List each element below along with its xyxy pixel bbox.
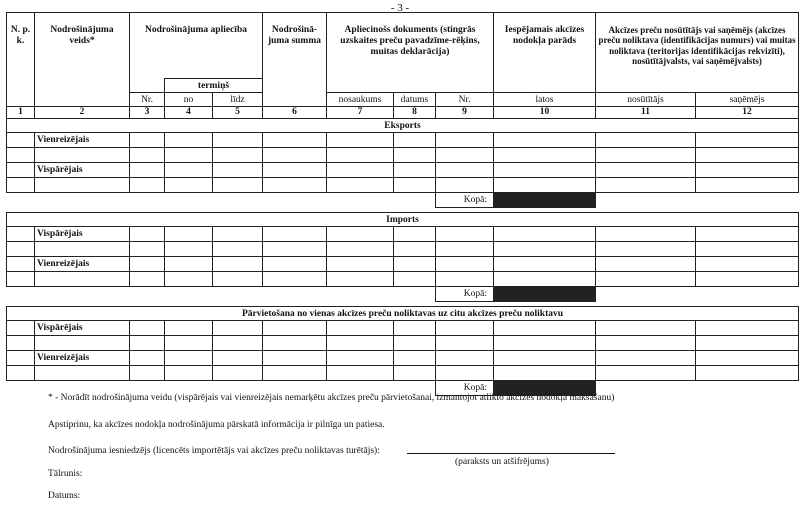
sub-header-doc-nr: Nr. [436,93,494,107]
phone-label: Tālrunis: [48,469,83,479]
total-label: Kopā: [436,193,494,208]
total-cell-shaded [494,193,596,208]
col-number: 6 [263,107,327,119]
row-label: Vienreizējais [35,351,130,366]
col-number: 10 [494,107,596,119]
col-header-debt: Iespējamais akcīzes nodokļa parāds [494,13,596,93]
col-number: 4 [165,107,213,119]
col-number: 3 [130,107,165,119]
section-title-import: Imports [7,213,799,227]
col-header-nr: N. p. k. [7,13,35,107]
col-header-amount: Nodrošinā-juma summa [263,13,327,107]
sub-header-receiver: saņēmējs [696,93,799,107]
col-number: 7 [327,107,394,119]
row-label: Vienreizējais [35,133,130,148]
sub-header-to: līdz [213,93,263,107]
submitter-label: Nodrošinājuma iesniedzējs (licencēts importētājs vai akcīzes preču noliktavas turētājs): [48,446,380,456]
col-header-term: termiņš [165,79,263,93]
signature-caption: (paraksts un atšifrējums) [455,457,549,467]
col-header-sender-receiver: Akcīzes preču nosūtītājs vai saņēmējs (akcīzes preču noliktava (identifikācijas numurs) vai muitas noliktava (teritorijas identifikācijas rekvizīti), nosūtītājvalsts, vai saņēmējvalsts) [596,13,799,93]
page-number: - 3 - [390,2,410,14]
section-title-transfer: Pārvietošana no vienas akcīzes preču noliktavas uz citu akcīzes preču noliktavu [7,307,799,321]
date-label: Datums: [48,491,81,501]
col-number: 11 [596,107,696,119]
row-label: Vienreizējais [35,257,130,272]
col-number: 5 [213,107,263,119]
total-cell-shaded [494,287,596,302]
section-title-export: Eksports [7,119,799,133]
col-header-document: Apliecinošs dokuments (stingrās uzskaites preču pavadzīme-rēķins, muitas deklarācija) [327,13,494,93]
row-label: Vispārējais [35,227,130,242]
guarantee-report-table [6,12,799,396]
row-label: Vispārējais [35,321,130,336]
col-number: 12 [696,107,799,119]
col-number: 9 [436,107,494,119]
total-label: Kopā: [436,287,494,302]
row-label: Vispārējais [35,163,130,178]
footnote: * - Norādīt nodrošinājuma veidu (vispārējais vai vienreizējais nemarķētu akcīzes preču pārvietošanai, izmantojot atlikto akcīzes nodokļa maksāšanu) [48,393,615,403]
sub-header-debt-lats: latos [494,93,596,107]
col-number: 2 [35,107,130,119]
sub-header-from: no [165,93,213,107]
column-number-row [7,107,799,119]
col-number: 1 [7,107,35,119]
sub-header-doc-name: nosaukums [327,93,394,107]
sub-header-cert-nr: Nr. [130,93,165,107]
sub-header-sender: nosūtītājs [596,93,696,107]
confirmation-text: Apstiprinu, ka akcīzes nodokļa nodrošinājuma pārskatā informācija ir pilnīga un patiesa. [48,420,385,430]
signature-line [407,453,615,454]
col-header-certificate: Nodrošinājuma apliecība [130,13,263,79]
total-label: Kopā: [436,381,494,396]
sub-header-doc-date: datums [394,93,436,107]
col-number: 8 [394,107,436,119]
col-header-type: Nodrošinājuma veids* [35,13,130,107]
